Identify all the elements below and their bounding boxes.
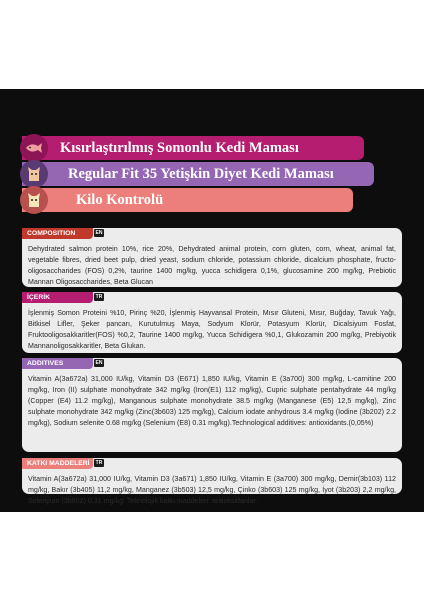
section-title: İÇERİK [22,292,93,303]
section-text: Vitamin A(3a672a) 31,000 IU/kg, Vitamin D3 (E671) 1,850 IU/kg, Vitamin E (3a700) 300 mg/kg, L-carnitine 200 mg/kg, Iron (II) sulphate monohydrate 342 mg/kg (Iron(E1) 112 mg/kg), Cupric sulphate pentahydrate 44 mg/kg (Copper (E4) 11.2 mg/kg), Manganous sulphate monohydrate 38.5 mg/kg (Manganese (E5) 12,5 mg/kg), Zinc sulphate monohydrate 342 mg/kg (Zinc(3b603) 125 mg/kg), Calcium iodate anhydrous 3.4 mg/kg (Iodine (3b202) 2.2 mg/kg), Sodium selenite 0.68 mg/kg (Selenium (E8) 0.31 mg/kg).Technological additives: antioxidants.(0,05%) [28,375,396,427]
section-text: İşlenmiş Somon Proteini %10, Pirinç %20, İşlenmiş Hayvansal Protein, Mısır Gluteni, Mısır, Buğday, Tavuk Yağı, Bitkisel Lifler, Şeker pancarı, Kurutulmuş Maya, Sodyum Klorür, Potasyum Klorür, Dicalsiyum Fosfat, Fruktooligosakkaritler(FOS) %0,2, Taurine 1400 mg/kg, Yucca Schidigera %0,1, Glukozamin 200 mg/kg, Prebiyotik Mannanoligosakkaritler, Beta Glukan. [28,309,396,350]
katki-maddeleri-card [22,458,402,505]
section-title: COMPOSITION [22,228,93,239]
section-title: KATKI MADDELERİ [22,458,93,469]
lang-flag-badge: TR [95,460,103,466]
lang-flag-badge: TR [95,294,103,300]
cat-icon [20,160,48,188]
title-band-weight-control [22,188,353,212]
title-band-label: Regular Fit 35 Yetişkin Diyet Kedi Maması [68,165,334,182]
title-band-regular-fit [22,162,374,186]
title-band-label: Kilo Kontrolü [76,191,164,208]
additives-card [22,358,402,452]
composition-card [22,228,402,287]
lang-flag-badge: EN [95,230,103,236]
title-band-label: Kısırlaştırılmış Somonlu Kedi Maması [60,139,299,156]
title-band-sterilised-salmon [22,136,364,160]
section-title: ADDITIVES [22,358,93,369]
icerik-card [22,292,402,353]
cat-icon [20,186,48,214]
section-text: Vitamin A(3a672a) 31,000 IU/kg, Vitamin D3 (3a671) 1,850 IU/kg, Vitamin E (3a700) 300 mg/kg, Demir(3b103) 112 mg/kg, Bakır (3b405) 11,2 mg/kg, Manganez (3b503) 12,5 mg/kg, Çinko (3b603) 125 mg/kg, İyot (3b203) 2,2 mg/kg, Selenyum (3b802) 0,31 mg/kg. Teknolojik katkı maddeleri: antioksidanlar. [28,475,396,505]
salmon-icon [20,134,48,162]
lang-flag-badge: EN [95,360,103,366]
section-text: Dehydrated salmon protein 10%, rice 20%, Dehydrated animal protein, corn gluten, corn, wheat, animal fat, vegetable fibres, dried beet pulp, dried yeast, sodium chloride, potassium chloride, dicalcium phosphate, fructo-oligosaccharides (FOS) 0,2%, taurine 1400 mg/kg, yucca schidigera 0,1%, glucosamine 200 mg/kg, Prebiotic Mannan Oligosaccharides, Beta Glucan [28,245,396,286]
